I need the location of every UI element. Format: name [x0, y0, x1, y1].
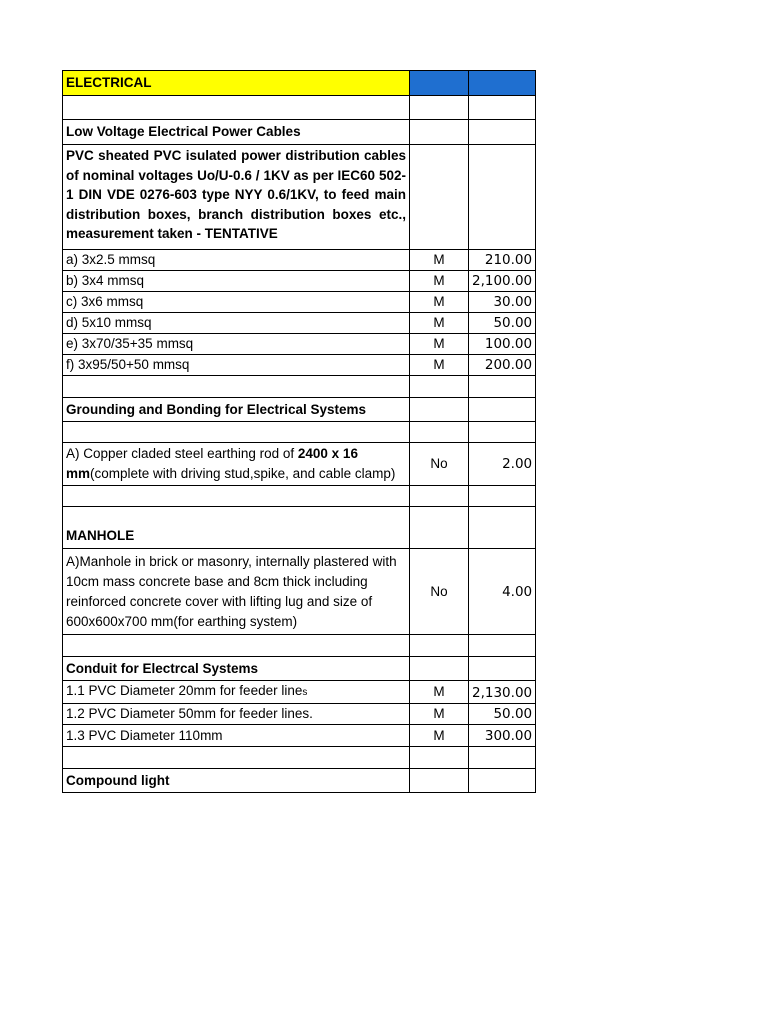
item-description[interactable]: e) 3x70/35+35 mmsq	[63, 334, 410, 355]
conduit-20mm-suffix: s	[302, 687, 308, 698]
table-row	[63, 313, 536, 334]
earthing-rod-text-pre: A) Copper claded steel earthing rod of	[66, 446, 298, 461]
table-row	[63, 549, 536, 635]
section-heading-conduit[interactable]: Conduit for Electrcal Systems	[63, 657, 410, 681]
table-row	[63, 271, 536, 292]
item-quantity[interactable]: 300.00	[469, 725, 536, 747]
empty-cell[interactable]	[469, 96, 536, 120]
empty-cell[interactable]	[410, 747, 469, 769]
section-heading-manhole[interactable]: MANHOLE	[63, 507, 410, 549]
header-cell-qty[interactable]	[469, 71, 536, 96]
empty-cell[interactable]	[63, 486, 410, 507]
empty-cell[interactable]	[63, 635, 410, 657]
item-unit[interactable]: M	[410, 681, 469, 704]
item-description[interactable]: 1.3 PVC Diameter 110mm	[63, 725, 410, 747]
empty-row	[63, 486, 536, 507]
item-description[interactable]: f) 3x95/50+50 mmsq	[63, 355, 410, 376]
manhole-description[interactable]: A)Manhole in brick or masonry, internally plastered with 10cm mass concrete base and 8cm thick including reinforced concrete cover with lifting lug and size of 600x600x700 mm(for earthing system)	[63, 549, 410, 635]
empty-cell[interactable]	[410, 769, 469, 793]
empty-row	[63, 747, 536, 769]
item-quantity[interactable]: 50.00	[469, 313, 536, 334]
item-description[interactable]: b) 3x4 mmsq	[63, 271, 410, 292]
empty-cell[interactable]	[410, 507, 469, 549]
empty-row	[63, 96, 536, 120]
item-unit[interactable]: No	[410, 443, 469, 486]
item-description[interactable]: a) 3x2.5 mmsq	[63, 250, 410, 271]
item-description[interactable]: 1.2 PVC Diameter 50mm for feeder lines.	[63, 704, 410, 725]
table-row	[63, 681, 536, 704]
empty-cell[interactable]	[410, 120, 469, 145]
item-quantity[interactable]: 30.00	[469, 292, 536, 313]
empty-cell[interactable]	[469, 635, 536, 657]
item-quantity[interactable]: 200.00	[469, 355, 536, 376]
earthing-rod-size: 2400 x 16 mm	[66, 446, 358, 481]
empty-cell[interactable]	[469, 398, 536, 422]
table-row	[63, 292, 536, 313]
item-quantity[interactable]: 100.00	[469, 334, 536, 355]
boq-sheet	[62, 70, 536, 793]
earthing-rod-description[interactable]	[63, 443, 410, 486]
empty-cell[interactable]	[469, 422, 536, 443]
item-unit[interactable]: M	[410, 355, 469, 376]
empty-cell[interactable]	[410, 635, 469, 657]
table-row	[63, 704, 536, 725]
item-description[interactable]: c) 3x6 mmsq	[63, 292, 410, 313]
empty-cell[interactable]	[63, 747, 410, 769]
empty-row	[63, 376, 536, 398]
item-quantity[interactable]: 4.00	[469, 549, 536, 635]
item-unit[interactable]: No	[410, 549, 469, 635]
description-row	[63, 145, 536, 250]
cable-description[interactable]: PVC sheated PVC isulated power distribution cables of nominal voltages Uo/U-0.6 / 1KV as per IEC60 502-1 DIN VDE 0276-603 type NYY 0.6/1KV, to feed main distribution boxes, branch distribution boxes etc., measurement taken - TENTATIVE	[63, 145, 410, 250]
item-unit[interactable]: M	[410, 250, 469, 271]
table-row	[63, 443, 536, 486]
section-heading-low-voltage[interactable]: Low Voltage Electrical Power Cables	[63, 120, 410, 145]
section-row-compound	[63, 769, 536, 793]
conduit-20mm-text: 1.1 PVC Diameter 20mm for feeder line	[66, 683, 303, 698]
empty-cell[interactable]	[469, 769, 536, 793]
item-quantity[interactable]: 2,100.00	[469, 271, 536, 292]
empty-cell[interactable]	[410, 376, 469, 398]
section-row-low-voltage	[63, 120, 536, 145]
item-unit[interactable]: M	[410, 292, 469, 313]
header-row	[63, 71, 536, 96]
item-unit[interactable]: M	[410, 334, 469, 355]
empty-row	[63, 635, 536, 657]
section-row-grounding	[63, 398, 536, 422]
empty-cell[interactable]	[469, 747, 536, 769]
item-quantity[interactable]: 2.00	[469, 443, 536, 486]
empty-row	[63, 422, 536, 443]
earthing-rod-text-post: (complete with driving stud,spike, and cable clamp)	[90, 466, 396, 481]
empty-cell[interactable]	[63, 422, 410, 443]
item-quantity[interactable]: 210.00	[469, 250, 536, 271]
empty-cell[interactable]	[410, 145, 469, 250]
section-heading-grounding[interactable]: Grounding and Bonding for Electrical Systems	[63, 398, 410, 422]
empty-cell[interactable]	[410, 486, 469, 507]
item-unit[interactable]: M	[410, 704, 469, 725]
item-description[interactable]	[63, 681, 410, 704]
section-row-manhole	[63, 507, 536, 549]
empty-cell[interactable]	[469, 145, 536, 250]
table-row	[63, 725, 536, 747]
sheet-title[interactable]: ELECTRICAL	[63, 71, 410, 96]
empty-cell[interactable]	[410, 96, 469, 120]
item-unit[interactable]: M	[410, 313, 469, 334]
item-unit[interactable]: M	[410, 271, 469, 292]
empty-cell[interactable]	[469, 486, 536, 507]
section-heading-compound[interactable]: Compound light	[63, 769, 410, 793]
table-row	[63, 334, 536, 355]
table-row	[63, 250, 536, 271]
item-description[interactable]: d) 5x10 mmsq	[63, 313, 410, 334]
header-cell-unit[interactable]	[410, 71, 469, 96]
empty-cell[interactable]	[63, 376, 410, 398]
empty-cell[interactable]	[469, 120, 536, 145]
table-row	[63, 355, 536, 376]
empty-cell[interactable]	[469, 376, 536, 398]
empty-cell[interactable]	[63, 96, 410, 120]
empty-cell[interactable]	[410, 398, 469, 422]
section-row-conduit	[63, 657, 536, 681]
empty-cell[interactable]	[410, 422, 469, 443]
empty-cell[interactable]	[469, 657, 536, 681]
item-quantity[interactable]: 2,130.00	[469, 681, 536, 704]
item-quantity[interactable]: 50.00	[469, 704, 536, 725]
empty-cell[interactable]	[410, 657, 469, 681]
item-unit[interactable]: M	[410, 725, 469, 747]
empty-cell[interactable]	[469, 507, 536, 549]
